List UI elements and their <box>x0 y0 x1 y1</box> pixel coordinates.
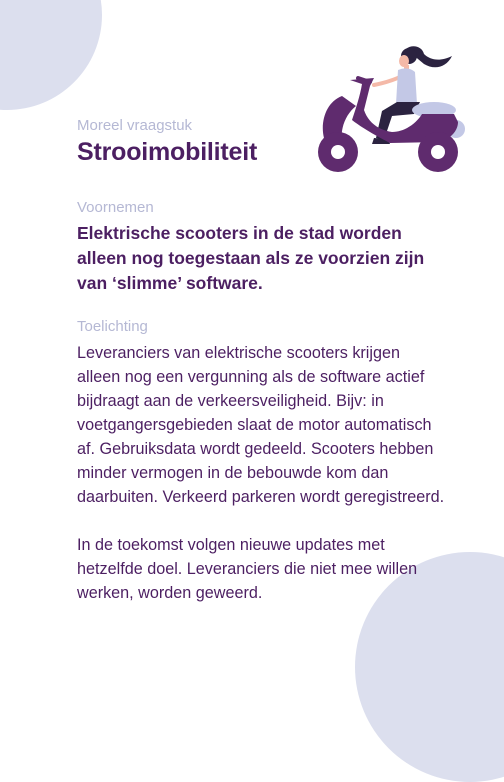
statement-text: Elektrische scooters in de stad worden alleen nog toegestaan als ze voorzien zijn van ‘slimme’ software. <box>77 223 425 293</box>
category-label: Moreel vraagstuk <box>77 117 193 134</box>
explanation-paragraph-1: Leveranciers van elektrische scooters krijgen alleen nog een vergunning als de software actief bijdraagt aan de verkeersveiligheid. Bijv: in voetgangersgebieden slaat de motor automatisch af. Gebruiksdata wordt gedeeld. Scooters hebben minder vermogen in de bebouwde kom dan daarbuiten. Verkeerd parkeren wordt geregistreerd. <box>77 344 445 506</box>
explanation-text <box>77 341 447 605</box>
card-title: Strooimobiliteit <box>77 138 258 166</box>
explanation-paragraph-2: In de toekomst volgen nieuwe updates met hetzelfde doel. Leveranciers die niet mee willen werken, worden geweerd. <box>77 536 418 602</box>
statement-label: Voornemen <box>77 199 154 216</box>
woman-riding-scooter-illustration <box>312 38 472 174</box>
decorative-circle-top-left <box>0 0 102 110</box>
explanation-label: Toelichting <box>77 318 148 335</box>
